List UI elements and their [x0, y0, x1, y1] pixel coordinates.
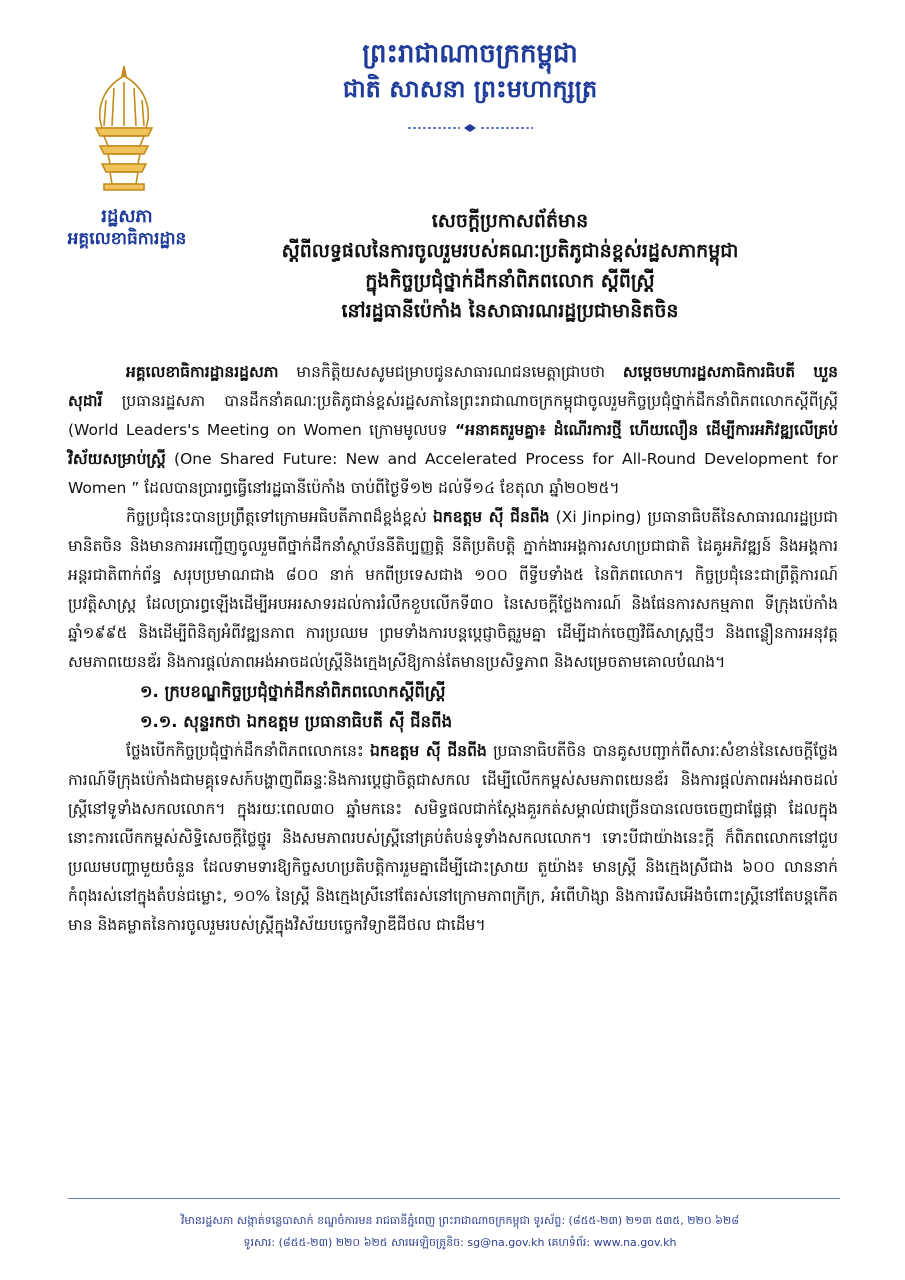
meeting-text-2: (Xi Jinping) ប្រធានាធិបតីនៃសាធារណរដ្ឋប្រជាមានិតចិន និងមានការអញ្ជើញចូលរួមពីថ្នាក់ដឹកនាំស្ថាប័ននីតិប្បញ្ញត្តិ នីតិប្រតិបត្តិ ភ្នាក់ងារអង្គការសហប្រជាជាតិ ដៃគូអភិវឌ្ឍន៍ និងអង្គការអន្តរជាតិពាក់ព័ន្ធ សរុបប្រមាណជាង ៨០០ នាក់ មកពីប្រទេសជាង ១០០ ពីទ្វីបទាំង៥ នៃពិភពលោក។ កិច្ចប្រជុំនេះជាព្រឹត្តិការណ៍ប្រវត្តិសាស្ត្រ ដែលប្រារព្ធឡើងដើម្បីអបអរសាទរដល់ការរំលឹកខួបលើកទី៣០ នៃសេចក្តីថ្លែងការណ៍ និងផែនការសកម្មភាព ទីក្រុងប៉េកាំង ឆ្នាំ១៩៩៥ និងដើម្បីពិនិត្យអំពីវឌ្ឍនភាព ការប្រឈម ព្រមទាំងការបន្តប្តេជ្ញាចិត្តរួមគ្នា ដើម្បីដាក់ចេញវិធីសាស្ត្រថ្មីៗ និងពន្លឿនការអនុវត្តសមភាពយេនឌ័រ និងការផ្តល់ភាពអង់អាចដល់ស្ត្រីនិងក្មេងស្រីឱ្យកាន់តែមានប្រសិទ្ធភាព និងសម្រេចតាមគោលបំណង។	[68, 508, 838, 671]
intro-president-name: សម្តេចមហារដ្ឋសភាធិការធិបតី ឃួន សុដារី	[68, 363, 838, 410]
intro-subject: អគ្គលេខាធិការដ្ឋានរដ្ឋសភា	[126, 363, 279, 381]
title-line-4: នៅរដ្ឋធានីប៉េកាំង នៃសាធារណរដ្ឋប្រជាមានិតចិន	[341, 300, 679, 322]
paragraph-speech	[68, 737, 838, 940]
footer-address: វិមានរដ្ឋសភា សង្កាត់ទន្លេបាសាក់ ខណ្ឌចំការមន រាជធានីភ្នំពេញ ព្រះរាជាណាចក្រកម្ពុជា ទូរស័ព្ទ: (៨៥៥-២៣) ២១៣ ៥៣៥, ២២០ ៦២៨	[180, 1214, 740, 1227]
section-heading-1-1: ១.១. សុន្ទរកថា ឯកឧត្តម ប្រធានាធិបតី ស៊ី ជីនពីង	[140, 712, 453, 731]
title-line-3: ក្នុងកិច្ចប្រជុំថ្នាក់ដឹកនាំពិភពលោក ស្តីពីស្ត្រី	[365, 270, 655, 292]
national-assembly-emblem	[82, 62, 166, 194]
header-ornament-icon	[408, 124, 533, 132]
national-motto: ជាតិ សាសនា ព្រះមហាក្សត្រ	[342, 75, 598, 103]
footer-contact	[100, 1210, 820, 1254]
paragraph-intro	[68, 358, 838, 503]
kingdom-name: ព្រះរាជាណាចក្រកម្ពុជា	[362, 39, 578, 69]
intro-text-2: ប្រធានរដ្ឋសភា បានដឹកនាំគណៈប្រតិភូជាន់ខ្ពស់រដ្ឋសភានៃព្រះរាជាណាចក្រកម្ពុជាចូលរួមកិច្ចប្រជុំថ្នាក់ដឹកនាំពិភពលោកស្តីពីស្ត្រី (World Leaders's Meeting on Women ក្រោមមូលបទ	[68, 392, 838, 439]
footer-divider	[68, 1198, 840, 1199]
footer-contacts: ទូរសារ: (៨៥៥-២៣) ២២០ ៦២៥ សារអេឡិចត្រូនិច: sg@na.gov.kh គេហទំព័រ: www.na.gov.kh	[243, 1236, 677, 1249]
issuing-office	[32, 206, 222, 250]
paragraph-meeting	[68, 503, 838, 677]
title-line-1: សេចក្តីប្រកាសព័ត៌មាន	[431, 210, 589, 232]
section-heading-1: ១. ក្របខណ្ឌកិច្ចប្រជុំថ្នាក់ដឹកនាំពិភពលោកស្តីពីស្ត្រី	[140, 682, 446, 701]
speech-text-2: ប្រធានាធិបតីចិន បានគូសបញ្ជាក់ពីសារៈសំខាន់នៃសេចក្តីថ្លែងការណ៍ទីក្រុងប៉េកាំងជាមគ្គុទេសក៍បង្ហាញពីឆន្ទៈនិងការប្តេជ្ញាចិត្តជាសកល ដើម្បីលើកកម្ពស់សមភាពយេនឌ័រ និងការផ្តល់ភាពអង់អាចដល់ស្ត្រីនៅទូទាំងសកលលោក។ ក្នុងរយៈពេល៣០ ឆ្នាំមកនេះ សមិទ្ធផលជាក់ស្តែងគួរកត់សម្គាល់ជាច្រើនបានលេចចេញជាផ្លែផ្កា ដែលក្នុងនោះការលើកកម្ពស់សិទ្ធិសេចក្តីថ្លៃថ្នូរ និងសមភាពរបស់ស្ត្រីនៅគ្រប់តំបន់ទូទាំងសកលលោក។ ទោះបីជាយ៉ាងនេះក្តី ក៏ពិភពលោកនៅជួបប្រឈមបញ្ហាមួយចំនួន ដែលទាមទារឱ្យកិច្ចសហប្រតិបត្តិការរួមគ្នាដើម្បីដោះស្រាយ តួយ៉ាង៖ មានស្ត្រី និងក្មេងស្រីជាង ៦០០ លាននាក់ កំពុងរស់នៅក្នុងតំបន់ជម្លោះ, ១០% នៃស្ត្រី និងក្មេងស្រីនៅតែរស់នៅក្រោមភាពក្រីក្រ, អំពើហិង្សា និងការរើសអើងចំពោះស្ត្រីនៅតែបន្តកើតមាន និងគម្លាតនៃការចូលរួមរបស់ស្ត្រីក្នុងវិស័យបច្ចេកវិទ្យាឌីជីថល ជាដើម។	[68, 742, 838, 934]
office-line-assembly: រដ្ឋសភា	[101, 206, 153, 227]
speech-text-1: ថ្លែងបើកកិច្ចប្រជុំថ្នាក់ដឹកនាំពិភពលោកនេះ	[126, 742, 370, 760]
document-title	[230, 206, 790, 326]
title-line-2: ស្តីពីលទ្ធផលនៃការចូលរួមរបស់គណៈប្រតិភូជាន់ខ្ពស់រដ្ឋសភាកម្ពុជា	[281, 240, 739, 262]
document-body	[68, 358, 838, 940]
intro-text-3: (One Shared Future: New and Accelerated Process for All-Round Development for Women ” ដែលបានប្រារព្ធធ្វើនៅរដ្ឋធានីប៉េកាំង ចាប់ពីថ្ងៃទី១២ ដល់ទី១៤ ខែតុលា ឆ្នាំ២០២៥។	[68, 450, 838, 497]
meeting-text-1: កិច្ចប្រជុំនេះបានប្រព្រឹត្តទៅក្រោមអធិបតីភាពដ៏ខ្ពង់ខ្ពស់	[126, 508, 433, 526]
speech-xi-name: ឯកឧត្តម ស៊ី ជីនពីង	[370, 742, 487, 760]
intro-theme: “អនាគតរួមគ្នា៖ ដំណើរការថ្មី ហើយលឿន ដើម្បីការអភិវឌ្ឍលើគ្រប់វិស័យសម្រាប់ស្ត្រី	[68, 421, 838, 468]
intro-text-1: មានកិត្តិយសសូមជម្រាបជូនសាធារណជនមេត្តាជ្រាបថា	[278, 363, 623, 381]
meeting-xi-name: ឯកឧត្តម ស៊ី ជីនពីង	[432, 508, 550, 526]
office-line-secretariat: អគ្គលេខាធិការដ្ឋាន	[67, 229, 187, 249]
kingdom-header	[300, 36, 640, 106]
